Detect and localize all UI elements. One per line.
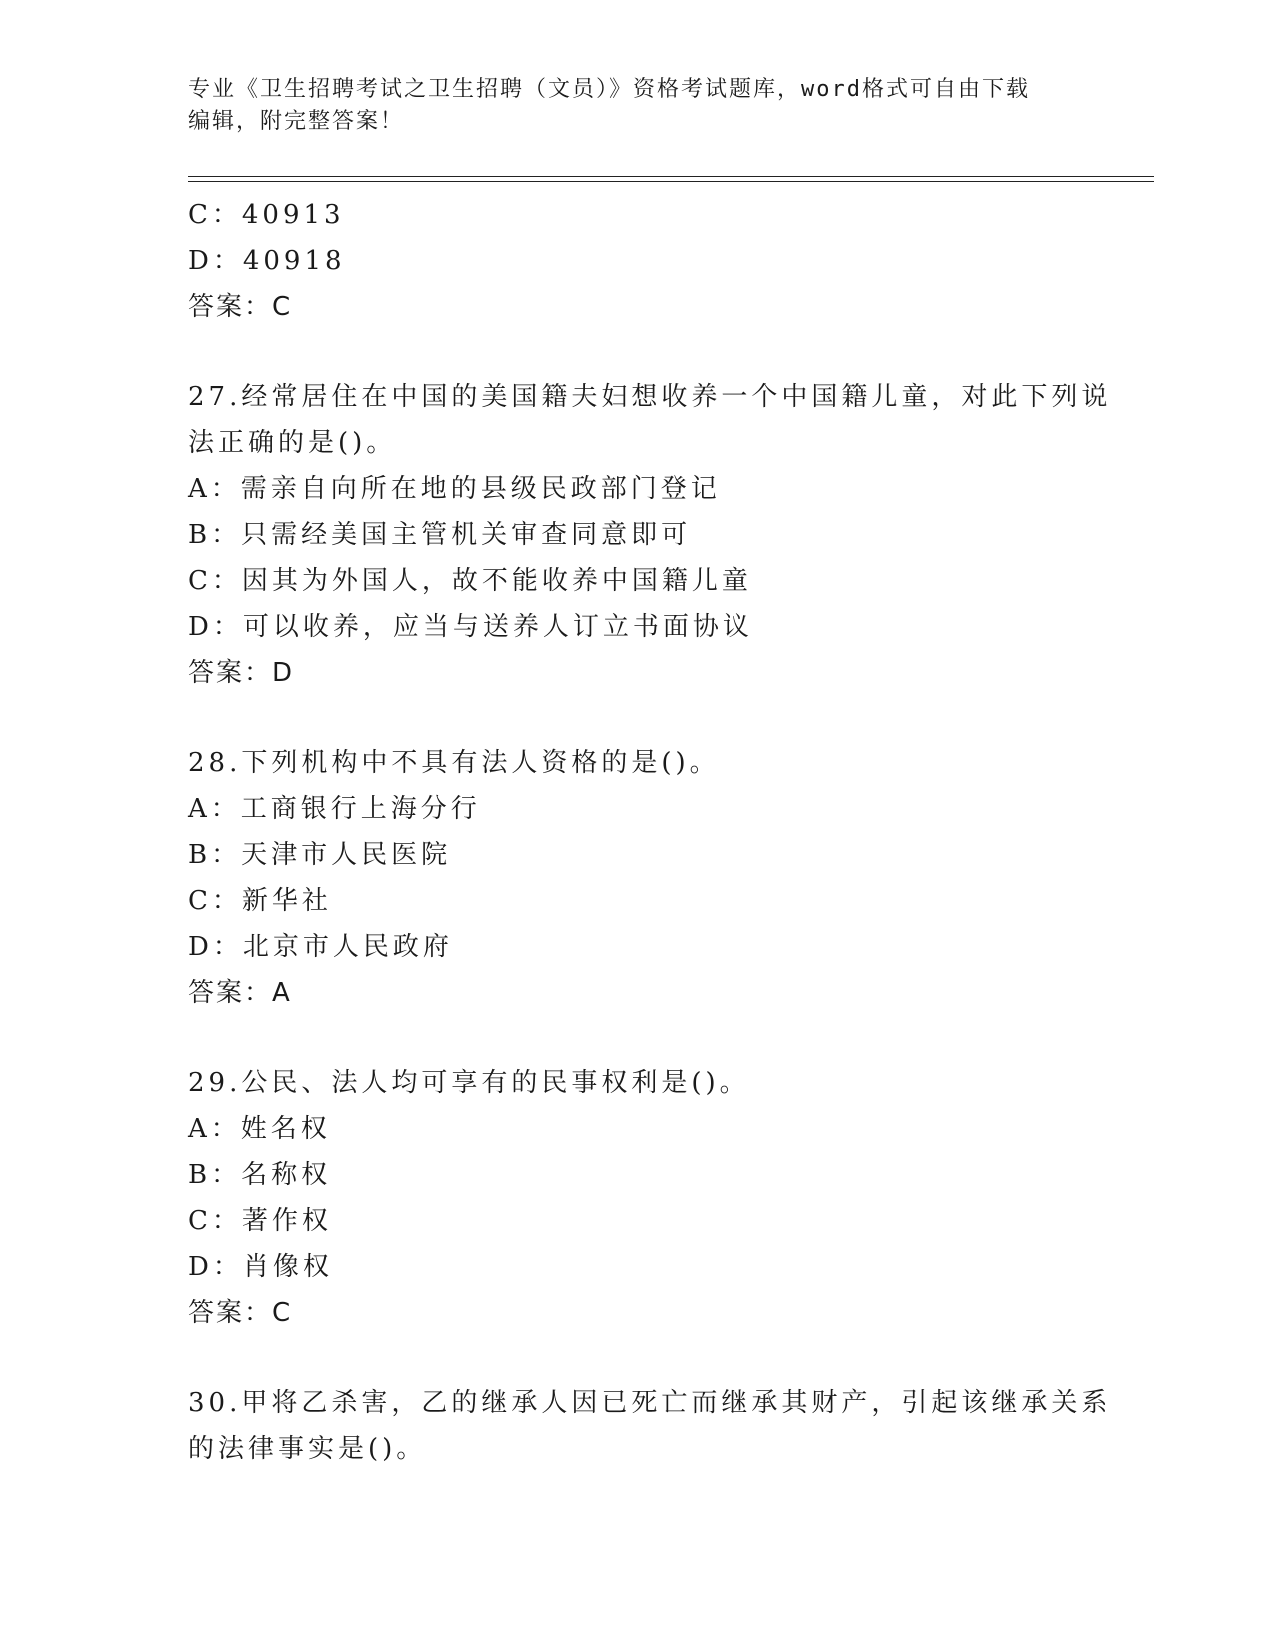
question-text: 28.下列机构中不具有法人资格的是()。 [188, 748, 720, 778]
option-c: C：著作权 [188, 1206, 332, 1236]
option-a: A：需亲自向所在地的县级民政部门登记 [188, 474, 721, 504]
option-a: A：姓名权 [188, 1114, 331, 1144]
question-text-cont: 法正确的是()。 [188, 428, 397, 458]
answer: 答案：C [188, 292, 293, 322]
question-list [188, 192, 1112, 1472]
page-header [188, 74, 1088, 138]
header-divider-bottom [188, 181, 1154, 182]
question-28 [188, 740, 1088, 1016]
header-line-1: 专业《卫生招聘考试之卫生招聘（文员）》资格考试题库，word格式可自由下载 [188, 77, 1030, 102]
prev-question-block [188, 192, 1088, 330]
question-text: 27.经常居住在中国的美国籍夫妇想收养一个中国籍儿童，对此下列说 [188, 382, 1112, 412]
option-b: B：天津市人民医院 [188, 840, 452, 870]
option-d: D：可以收养，应当与送养人订立书面协议 [188, 612, 753, 642]
option-d: D：肖像权 [188, 1252, 333, 1282]
header-line-2: 编辑，附完整答案！ [188, 109, 405, 134]
question-text-cont: 的法律事实是()。 [188, 1434, 427, 1464]
option-b: B：名称权 [188, 1160, 332, 1190]
option-b: B：只需经美国主管机关审查同意即可 [188, 520, 692, 550]
option-a: A：工商银行上海分行 [188, 794, 481, 824]
option-c: C：40913 [188, 200, 345, 230]
option-d: D：北京市人民政府 [188, 932, 453, 962]
header-divider-top [188, 176, 1154, 177]
question-27 [188, 374, 1112, 696]
question-text: 30.甲将乙杀害，乙的继承人因已死亡而继承其财产，引起该继承关系 [188, 1388, 1112, 1418]
question-30 [188, 1380, 1112, 1472]
option-c: C：因其为外国人，故不能收养中国籍儿童 [188, 566, 752, 596]
answer: 答案：A [188, 978, 292, 1008]
question-text: 29.公民、法人均可享有的民事权利是()。 [188, 1068, 750, 1098]
answer: 答案：C [188, 1298, 293, 1328]
option-c: C：新华社 [188, 886, 332, 916]
question-29 [188, 1060, 1088, 1336]
option-d: D：40918 [188, 246, 346, 276]
answer: 答案：D [188, 658, 295, 688]
